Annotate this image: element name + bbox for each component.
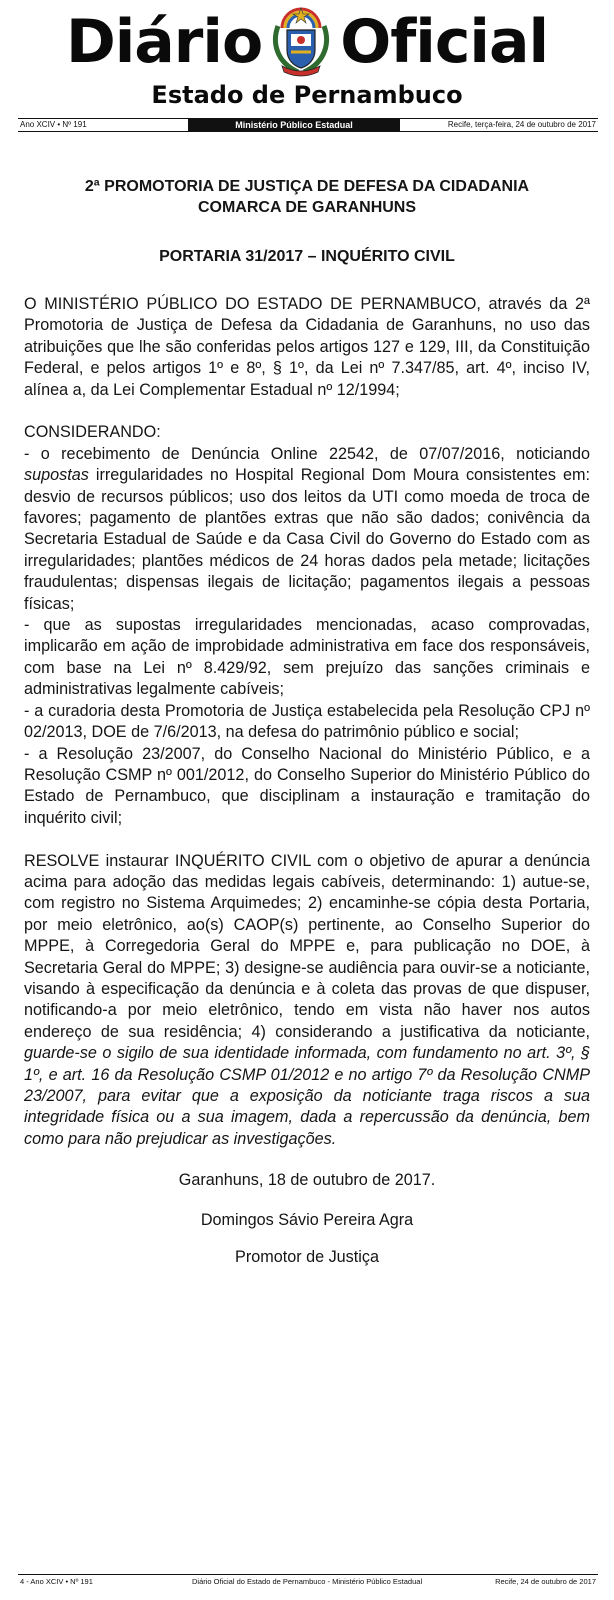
considerando-item-1-emphasis: supostas xyxy=(24,466,89,485)
heading-line-2: COMARCA DE GARANHUNS xyxy=(197,199,417,216)
masthead-title xyxy=(0,6,614,78)
signer-name: Domingos Sávio Pereira Agra xyxy=(200,1210,414,1229)
section-label: Ministério Público Estadual xyxy=(188,119,400,131)
resolve-paragraph xyxy=(24,851,590,1151)
masthead-info-bar xyxy=(18,118,598,132)
considerando-item-1-text-b: irregularidades no Hospital Regional Dom Moura consistentes em: desvio de recursos públicos; uso dos leitos da UTI como moeda de troca de favores; pagamento de plantões extras que não são dados; conivência da Secretaria Estadual de Saúde e da Casa Civil do Governo do Estado com as irregularidades; plantões médicos de 24 horas dados pela metade; licitações fraudulentas; dispensas ilegais de licitação; pagamentos ilegais a pessoas físicas; xyxy=(24,466,590,613)
masthead-title-left: Diário xyxy=(65,7,263,77)
edition-number: Ano XCIV • Nº 191 xyxy=(20,120,87,129)
intro-paragraph: O MINISTÉRIO PÚBLICO DO ESTADO DE PERNAMBUCO, através da 2ª Promotoria de Justiça de Defesa da Cidadania de Garanhuns, no uso das atribuições que lhe são conferidas pelos artigos 127 e 129, III, da Constituição Federal, e pelos artigos 1º e 8º, § 1º, da Lei nº 7.347/85, art. 4º, inciso IV, alínea a, da Lei Complementar Estadual nº 12/1994; xyxy=(24,295,590,399)
footer-publication: Diário Oficial do Estado de Pernambuco - Ministério Público Estadual xyxy=(192,1577,423,1586)
page-footer xyxy=(18,1574,598,1587)
heading-line-1: 2ª PROMOTORIA DE JUSTIÇA DE DEFESA DA CIDADANIA xyxy=(84,178,530,195)
issue-date: Recife, terça-feira, 24 de outubro de 2017 xyxy=(447,120,596,129)
place-date: Garanhuns, 18 de outubro de 2017. xyxy=(178,1171,436,1190)
considerando-item-1 xyxy=(24,444,590,615)
state-coat-of-arms-icon xyxy=(268,6,334,78)
masthead-subtitle: Estado de Pernambuco xyxy=(151,81,463,109)
resolve-text: RESOLVE instaurar INQUÉRITO CIVIL com o objetivo de apurar a denúncia acima para adoção das medidas legais cabíveis, determinando: 1) autue-se, com registro no Sistema Arquimedes; 2) encaminhe-se cópia desta Portaria, por meio eletrônico, ao(s) CAOP(s) pertinente, ao Conselho Superior do MPPE, à Corregedoria Geral do MPPE e, para publicação no DOE, à Secretaria Geral do MPPE; 3) designe-se audiência para ouvir-se a noticiante, visando à especificação da denúncia e à coleta das provas de que dispuser, notificando-a por meio eletrônico, tendo em vista não haver nos autos endereço de sua residência; 4) considerando a justificativa da noticiante, xyxy=(24,851,590,1041)
document-body xyxy=(24,176,590,1285)
considerando-item-3: - a curadoria desta Promotoria de Justiça estabelecida pela Resolução CPJ nº 02/2013, DOE de 7/6/2013, na defesa do patrimônio público e social; xyxy=(24,701,590,742)
masthead xyxy=(0,0,614,118)
resolve-emphasis-text: guarde-se o sigilo de sua identidade informada, com fundamento no art. 3º, § 1º, e art. 16 da Resolução CSMP 01/2012 e no artigo 7º da Resolução CNMP 23/2007, para evitar que a exposição da noticiante traga riscos a sua integridade física ou a sua imagem, dada a repercussão da denúncia, bem como para não prejudicar as investigações. xyxy=(24,1044,590,1148)
paragraph-gap xyxy=(24,829,590,850)
considerando-label: CONSIDERANDO: xyxy=(24,423,161,442)
footer-date: Recife, 24 de outubro de 2017 xyxy=(495,1577,596,1586)
considerando-item-2: - que as supostas irregularidades mencionadas, acaso comprovadas, implicarão em ação de improbidade administrativa em face dos responsáveis, com base na Lei nº 8.429/92, sem prejuízo das sanções criminais e administrativas legalmente cabíveis; xyxy=(24,616,590,699)
paragraph-gap xyxy=(24,401,590,422)
considerando-item-1-text-a: - o recebimento de Denúncia Online 22542, de 07/07/2016, noticiando xyxy=(24,444,590,463)
footer-page-edition: 4 - Ano XCIV • Nº 191 xyxy=(20,1577,93,1586)
portaria-title: PORTARIA 31/2017 – INQUÉRITO CIVIL xyxy=(159,248,455,265)
considerando-item-4: - a Resolução 23/2007, do Conselho Nacional do Ministério Público, e a Resolução CSMP nº 001/2012, do Conselho Superior do Ministério Público do Estado de Pernambuco, que disciplinam a instauração e tramitação do inquérito civil; xyxy=(24,744,590,827)
signer-role: Promotor de Justiça xyxy=(235,1248,379,1267)
masthead-title-right: Oficial xyxy=(340,7,549,77)
